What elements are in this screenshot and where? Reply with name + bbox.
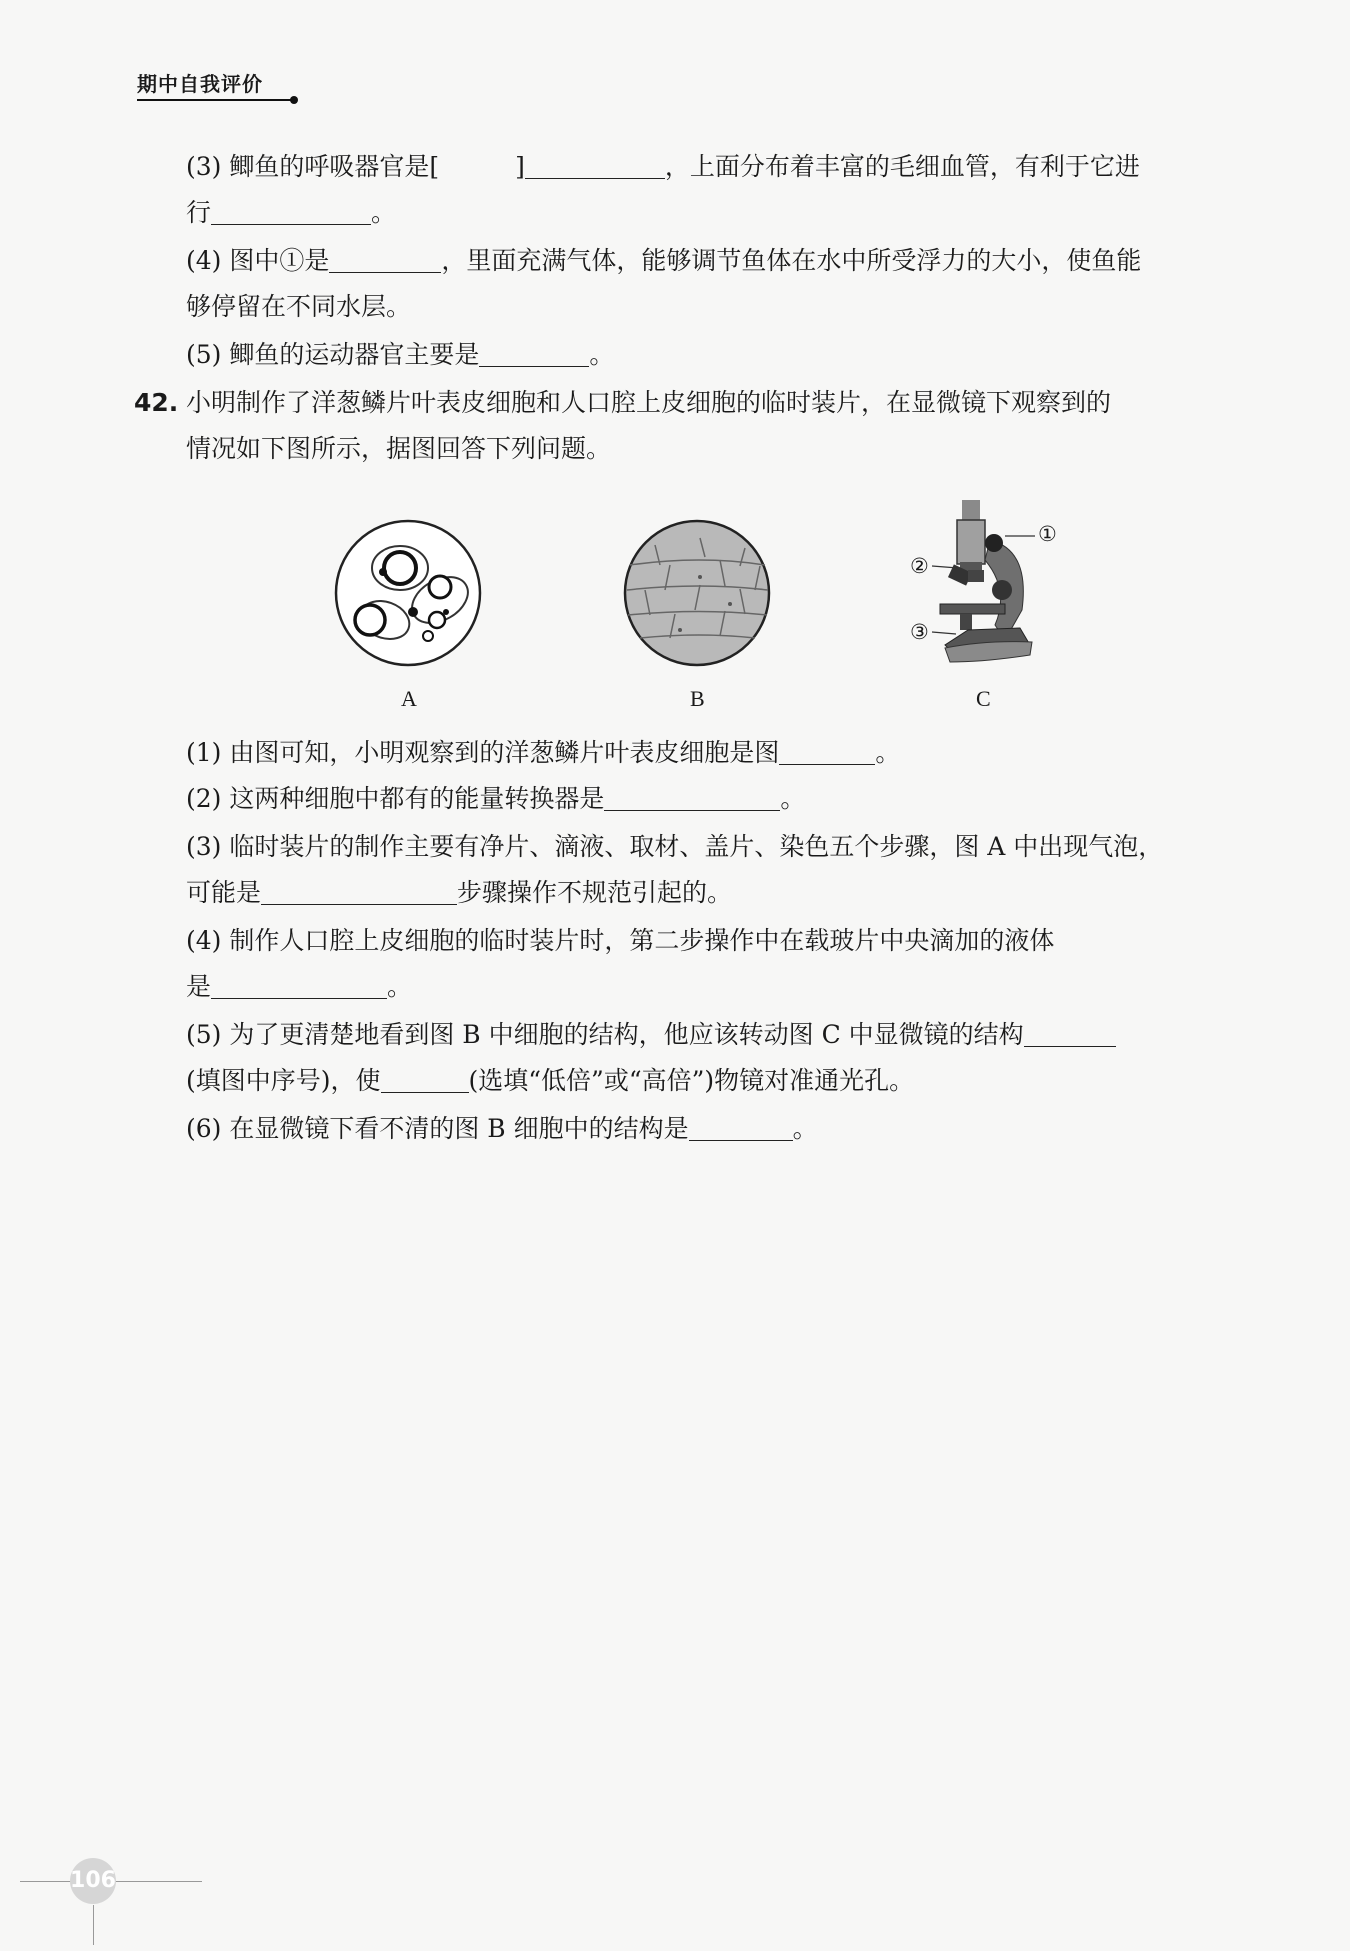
callout-2: ② bbox=[910, 554, 929, 578]
text: (4) 图中①是 bbox=[186, 246, 330, 275]
q42-stem-line2: 情况如下图所示，据图回答下列问题。 bbox=[186, 434, 612, 463]
callout-1: ① bbox=[1038, 522, 1057, 546]
figure-label-a: A bbox=[401, 686, 417, 711]
q42-stem-line1: 小明制作了洋葱鳞片叶表皮细胞和人口腔上皮细胞的临时装片，在显微镜下观察到的 bbox=[186, 388, 1112, 417]
q42-part4-line1: (4) 制作人口腔上皮细胞的临时装片时，第二步操作中在载玻片中央滴加的液体 bbox=[186, 926, 1055, 955]
answer-blank[interactable] bbox=[381, 1066, 469, 1093]
figure-area bbox=[0, 0, 1350, 760]
answer-blank[interactable] bbox=[689, 1114, 793, 1141]
text: 行 bbox=[186, 198, 212, 227]
figure-c-microscope bbox=[932, 500, 1035, 662]
question-number: 42. bbox=[134, 388, 179, 417]
q42-part6 bbox=[186, 1112, 818, 1146]
text: ，里面充满气体，能够调节鱼体在水中所受浮力的大小，使鱼能 bbox=[441, 246, 1142, 275]
page-number: 106 bbox=[70, 1858, 116, 1904]
text: ，上面分布着丰富的毛细血管，有利于它进 bbox=[664, 152, 1140, 181]
q42-part5-line1 bbox=[186, 1018, 1116, 1052]
q42-part3-line2 bbox=[186, 876, 732, 910]
figure-b-onion-cells bbox=[625, 521, 769, 665]
answer-blank[interactable] bbox=[211, 972, 387, 999]
text: (6) 在显微镜下看不清的图 B 细胞中的结构是 bbox=[186, 1114, 689, 1143]
text: (5) 鲫鱼的运动器官主要是 bbox=[186, 340, 480, 369]
q42-part2 bbox=[186, 782, 805, 816]
answer-blank[interactable] bbox=[779, 738, 875, 765]
text: (1) 由图可知，小明观察到的洋葱鳞片叶表皮细胞是图 bbox=[186, 738, 780, 767]
q42-part3-line1: (3) 临时装片的制作主要有净片、滴液、取材、盖片、染色五个步骤，图 A 中出现气泡， bbox=[186, 832, 1164, 861]
answer-blank[interactable] bbox=[604, 784, 780, 811]
figure-a-cheek-cells bbox=[336, 521, 480, 665]
callout-3: ③ bbox=[910, 620, 929, 644]
q42-part5-line2 bbox=[186, 1064, 914, 1098]
figure-label-b: B bbox=[690, 686, 705, 711]
text: (2) 这两种细胞中都有的能量转换器是 bbox=[186, 784, 605, 813]
text: (填图中序号)，使 bbox=[186, 1066, 381, 1095]
q42-part1 bbox=[186, 736, 900, 770]
text: 。 bbox=[387, 972, 413, 1001]
text: 。 bbox=[780, 784, 806, 813]
text: 。 bbox=[589, 340, 615, 369]
text: (3) 鲫鱼的呼吸器官是[ bbox=[186, 152, 440, 181]
text: 。 bbox=[875, 738, 901, 767]
section-header: 期中自我评价 bbox=[137, 72, 263, 96]
text: 步骤操作不规范引起的。 bbox=[457, 878, 733, 907]
text: 。 bbox=[792, 1114, 818, 1143]
text: 。 bbox=[371, 198, 397, 227]
figure-label-c: C bbox=[976, 686, 991, 711]
text: (选填“低倍”或“高倍”)物镜对准通光孔。 bbox=[468, 1066, 915, 1095]
q42-part4-line2 bbox=[186, 970, 412, 1004]
answer-blank[interactable] bbox=[1024, 1020, 1116, 1047]
text: 可能是 bbox=[186, 878, 262, 907]
text: ] bbox=[515, 152, 525, 181]
answer-blank[interactable] bbox=[261, 878, 457, 905]
text: 是 bbox=[186, 972, 212, 1001]
footer-vertical-rule bbox=[93, 1905, 94, 1945]
q41-part4-line2: 够停留在不同水层。 bbox=[186, 292, 412, 321]
text: (5) 为了更清楚地看到图 B 中细胞的结构，他应该转动图 C 中显微镜的结构 bbox=[186, 1020, 1024, 1049]
